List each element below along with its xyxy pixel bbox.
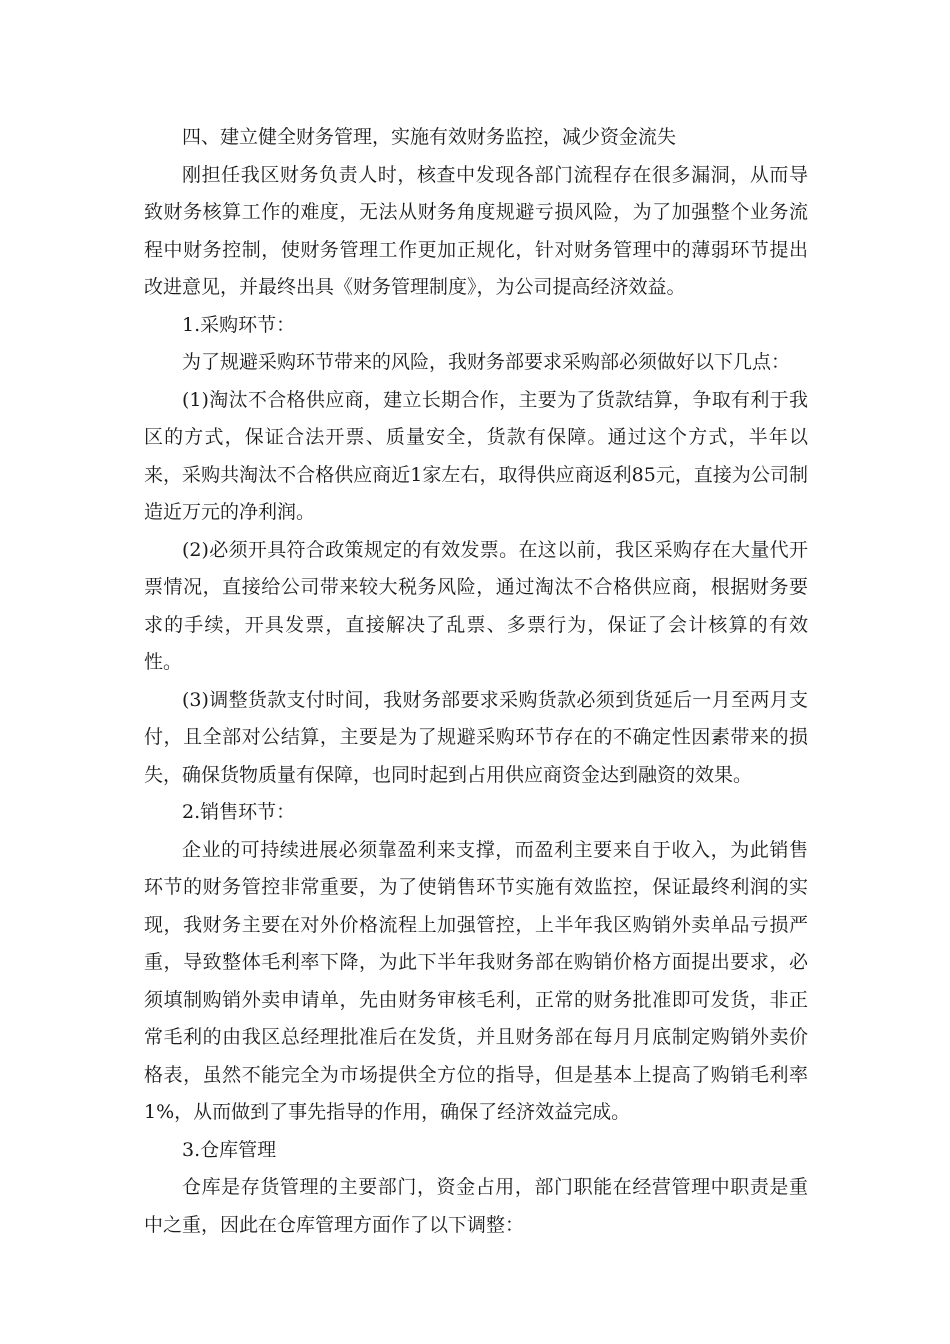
paragraph-sales: 企业的可持续进展必须靠盈利来支撑，而盈利主要来自于收入，为此销售环节的财务管控非常重要，为了使销售环节实施有效监控，保证最终利润的实现，我财务主要在对外价格流程上加强管控，上半年我区购销外卖单品亏损严重，导致整体毛利率下降，为此下半年我财务部在购销价格方面提出要求，必须填制购销外卖申请单，先由财务审核毛利，正常的财务批准即可发货，非正常毛利的由我区总经理批准后在发货，并且财务部在每月月底制定购销外卖价格表，虽然不能完全为市场提供全方位的指导，但是基本上提高了购销毛利率1%，从而做到了事先指导的作用，确保了经济效益完成。 — [144, 838, 808, 1123]
paragraph-purchasing-item-3: (3)调整货款支付时间，我财务部要求采购货款必须到货延后一月至两月支付，且全部对公结算，主要是为了规避采购环节存在的不确定性因素带来的损失，确保货物质量有保障，也同时起到占用供应商资金达到融资的效果。 — [144, 688, 808, 786]
document-body — [144, 119, 808, 1244]
paragraph-purchasing-intro: 为了规避采购环节带来的风险，我财务部要求采购部必须做好以下几点： — [182, 351, 791, 373]
paragraph-purchasing-item-2: (2)必须开具符合政策规定的有效发票。在这以前，我区采购存在大量代开票情况，直接给公司带来较大税务风险，通过淘汰不合格供应商，根据财务要求的手续，开具发票，直接解决了乱票、多票行为，保证了会计核算的有效性。 — [144, 538, 808, 673]
paragraph-purchasing-item-1: (1)淘汰不合格供应商，建立长期合作，主要为了货款结算，争取有利于我区的方式，保证合法开票、质量安全，货款有保障。通过这个方式，半年以来，采购共淘汰不合格供应商近1家左右，取得供应商返利85元，直接为公司制造近万元的净利润。 — [144, 388, 808, 523]
section-heading: 四、建立健全财务管理，实施有效财务监控，减少资金流失 — [182, 126, 677, 148]
subheading-purchasing: 1.采购环节： — [182, 313, 296, 336]
paragraph-warehouse: 仓库是存货管理的主要部门，资金占用，部门职能在经营管理中职责是重中之重，因此在仓库管理方面作了以下调整： — [144, 1176, 808, 1236]
subheading-warehouse: 3.仓库管理 — [182, 1138, 277, 1161]
paragraph-intro: 刚担任我区财务负责人时，核查中发现各部门流程存在很多漏洞，从而导致财务核算工作的难度，无法从财务角度规避亏损风险，为了加强整个业务流程中财务控制，使财务管理工作更加正规化，针对财务管理中的薄弱环节提出改进意见，并最终出具《财务管理制度》，为公司提高经济效益。 — [144, 163, 808, 298]
subheading-sales: 2.销售环节： — [182, 801, 296, 823]
